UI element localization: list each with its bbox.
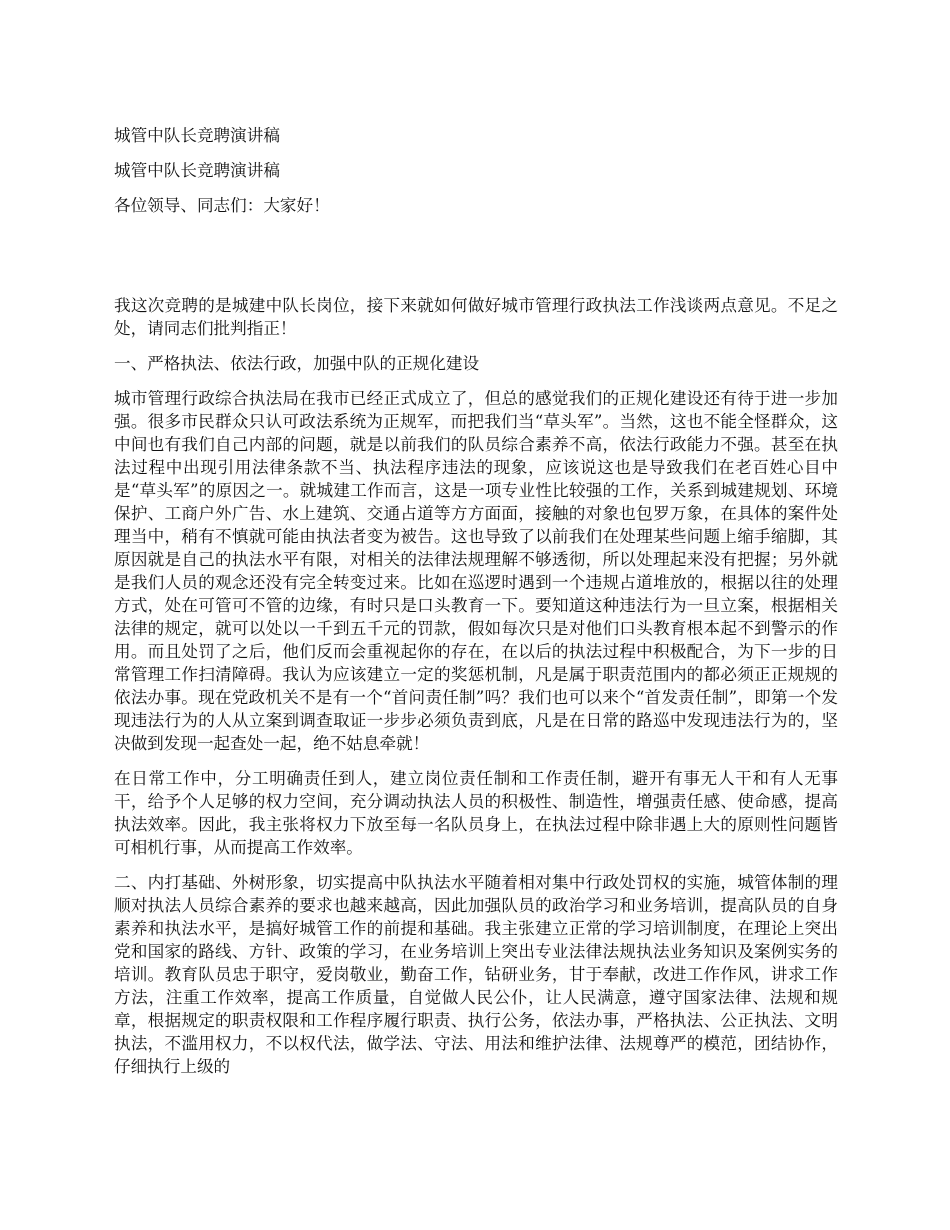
paragraph-section-2: 二、内打基础、外树形象，切实提高中队执法水平随着相对集中行政处罚权的实施，城管体制的理顺对执法人员综合素养的要求也越来越高，因此加强队员的政治学习和业务培训，提高队员的自身素养和执法水平，是搞好城管工作的前提和基础。我主张建立正常的学习培训制度，在理论上突出党和国家的路线、方针、政策的学习，在业务培训上突出专业法律法规执法业务知识及案例实务的培训。教育队员忠于职守，爱岗敬业，勤奋工作，钻研业务，甘于奉献，改进工作作风，讲求工作方法，注重工作效率，提高工作质量，自觉做人民公仆，让人民满意，遵守国家法律、法规和规章，根据规定的职责权限和工作程序履行职责、执行公务，依法办事，严格执法、公正执法、文明执法，不滥用权力，不以权代法，做学法、守法、用法和维护法律、法规尊严的模范，团结协作，仔细执行上级的 [114, 873, 838, 1076]
document-subtitle: 城管中队长竞聘演讲稿 [114, 161, 280, 180]
document-title: 城管中队长竞聘演讲稿 [114, 126, 280, 145]
paragraph-body-1: 城市管理行政综合执法局在我市已经正式成立了，但总的感觉我们的正规化建设还有待于进一步加强。很多市民群众只认可政法系统为正规军，而把我们当“草头军”。当然，这也不能全怪群众，这中间也有我们自己内部的问题，就是以前我们的队员综合素养不高，依法行政能力不强。甚至在执法过程中出现引用法律条款不当、执法程序违法的现象，应该说这也是导致我们在老百姓心目中是“草头军”的原因之一。就城建工作而言，这是一项专业性比较强的工作，关系到城建规划、环境保护、工商户外广告、水上建筑、交通占道等方方面面，接触的对象也包罗万象，在具体的案件处理当中，稍有不慎就可能由执法者变为被告。这也导致了以前我们在处理某些问题上缩手缩脚，其原因就是自己的执法水平有限，对相关的法律法规理解不够透彻，所以处理起来没有把握；另外就是我们人员的观念还没有完全转变过来。比如在巡逻时遇到一个违规占道堆放的，根据以往的处理方式，处在可管可不管的边缘，有时只是口头教育一下。要知道这种违法行为一旦立案，根据相关法律的规定，就可以处以一千到五千元的罚款，假如每次只是对他们口头教育根本起不到警示的作用。而且处罚了之后，他们反而会重视起你的存在，在以后的执法过程中积极配合，为下一步的日常管理工作扫清障碍。我认为应该建立一定的奖惩机制，凡是属于职责范围内的都必须正正规规的依法办事。现在党政机关不是有一个“首问责任制”吗？我们也可以来个“首发责任制”，即第一个发现违法行为的人从立案到调查取证一步步必须负责到底，凡是在日常的路巡中发现违法行为的，坚决做到发现一起查处一起，绝不姑息牵就！ [114, 389, 838, 753]
document-page [114, 124, 838, 1090]
section-heading-1: 一、严格执法、依法行政，加强中队的正规化建设 [114, 354, 480, 373]
greeting: 各位领导、同志们：大家好！ [114, 196, 330, 215]
paragraph-intro: 我这次竞聘的是城建中队长岗位，接下来就如何做好城市管理行政执法工作浅谈两点意见。不足之处，请同志们批判指正！ [114, 296, 838, 338]
paragraph-body-2: 在日常工作中，分工明确责任到人，建立岗位责任制和工作责任制，避开有事无人干和有人无事干，给予个人足够的权力空间，充分调动执法人员的积极性、制造性，增强责任感、使命感，提高执法效率。因此，我主张将权力下放至每一名队员身上，在执法过程中除非遇上大的原则性问题皆可相机行事，从而提高工作效率。 [114, 769, 838, 857]
